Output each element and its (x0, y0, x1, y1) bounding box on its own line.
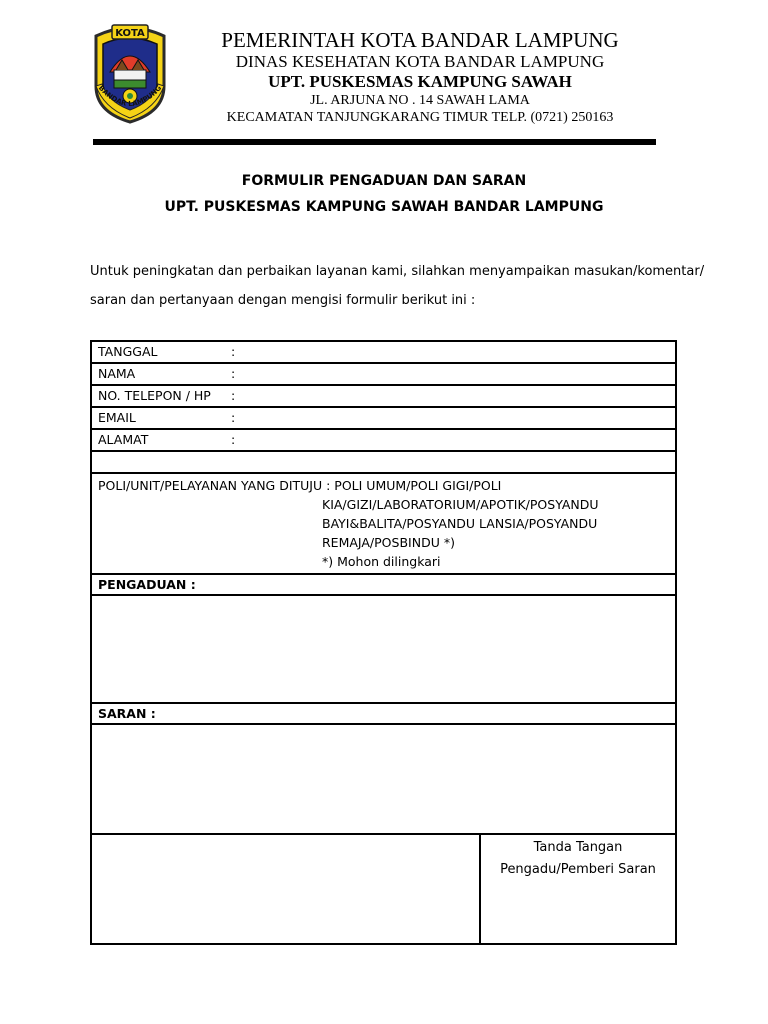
field-label: TANGGAL (98, 344, 158, 359)
letterhead-rule (93, 139, 656, 145)
field-colon: : (231, 388, 236, 403)
city-logo (90, 22, 170, 126)
poli-row[interactable] (91, 473, 676, 574)
letterhead-agency: DINAS KESEHATAN KOTA BANDAR LAMPUNG (235, 52, 605, 71)
poli-circle-note: *) Mohon dilingkari (322, 554, 441, 569)
poli-options-line-2: KIA/GIZI/LABORATORIUM/APOTIK/POSYANDU (322, 497, 599, 512)
intro-line-1: Untuk peningkatan dan perbaikan layanan kami, silahkan menyampaikan masukan/komentar/ (90, 264, 705, 279)
signature-box[interactable] (480, 834, 676, 944)
poli-options-line-1: POLI/UNIT/PELAYANAN YANG DITUJU : POLI UMUM/POLI GIGI/POLI (98, 478, 502, 493)
signature-title: Tanda Tangan (533, 840, 623, 855)
form-title: FORMULIR PENGADUAN DAN SARAN (241, 173, 527, 189)
letterhead-address: JL. ARJUNA NO . 14 SAWAH LAMA (310, 93, 530, 108)
field-row-email[interactable] (91, 407, 676, 429)
form-subtitle: UPT. PUSKESMAS KAMPUNG SAWAH BANDAR LAMPUNG (164, 199, 604, 215)
field-colon: : (231, 344, 236, 359)
complaint-form-table (90, 340, 677, 945)
field-label: ALAMAT (98, 432, 149, 447)
letterhead (180, 28, 660, 126)
field-label: NO. TELEPON / HP (98, 388, 211, 403)
pengaduan-input-area[interactable] (91, 595, 676, 703)
letterhead-government: PEMERINTAH KOTA BANDAR LAMPUNG (221, 28, 619, 52)
saran-input-area[interactable] (91, 724, 676, 834)
logo-bottom-text: BANDAR LAMPUNG (96, 84, 164, 109)
letterhead-district-phone: KECAMATAN TANJUNGKARANG TIMUR TELP. (0721) 250163 (226, 110, 614, 125)
signature-row (91, 834, 676, 944)
field-colon: : (231, 410, 236, 425)
letterhead-clinic: UPT. PUSKESMAS KAMPUNG SAWAH (268, 72, 572, 91)
field-row-tanggal[interactable] (91, 341, 676, 363)
signature-subtitle: Pengadu/Pemberi Saran (500, 862, 656, 877)
pengaduan-header-row (91, 574, 676, 595)
saran-label: SARAN : (98, 706, 156, 721)
pengaduan-label: PENGADUAN : (98, 577, 196, 592)
field-row-alamat-continued[interactable] (91, 451, 676, 473)
poli-options-line-3: BAYI&BALITA/POSYANDU LANSIA/POSYANDU (322, 516, 598, 531)
field-label: EMAIL (98, 410, 136, 425)
field-colon: : (231, 432, 236, 447)
saran-header-row (91, 703, 676, 724)
intro-line-2: saran dan pertanyaan dengan mengisi formulir berikut ini : (90, 293, 476, 308)
logo-top-text: KOTA (115, 28, 145, 39)
field-row-nama[interactable] (91, 363, 676, 385)
signature-blank-cell (91, 834, 480, 944)
field-label: NAMA (98, 366, 136, 381)
field-row-telepon[interactable] (91, 385, 676, 407)
field-row-alamat[interactable] (91, 429, 676, 451)
poli-options-line-4: REMAJA/POSBINDU *) (322, 535, 455, 550)
field-colon: : (231, 366, 236, 381)
